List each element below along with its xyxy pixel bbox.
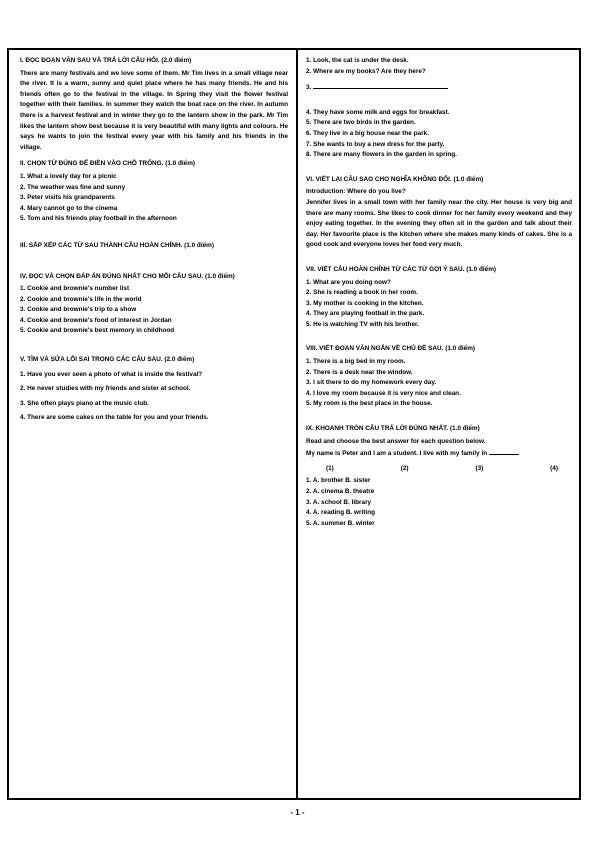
section-heading: VII. VIẾT CÂU HOÀN CHỈNH TỪ CÁC TỪ GỢI Ý SAU. (1.0 điểm) <box>306 265 497 273</box>
section-multiple-choice <box>20 272 288 338</box>
list-item: 1. What are you doing now? <box>306 278 391 286</box>
list-item: 5. He is watching TV with his brother. <box>306 320 419 328</box>
choice-label: (3) <box>475 464 484 472</box>
option-row: 4. A. reading B. writing <box>306 509 376 517</box>
right-column <box>306 56 572 535</box>
section-choose-word <box>20 159 288 225</box>
list-item: 2. She is reading a book in her room. <box>306 289 418 297</box>
fill-line-row <box>306 447 572 460</box>
section-reading <box>20 56 288 153</box>
section-circle-answer <box>306 424 572 529</box>
section-questions-top <box>306 56 572 94</box>
left-column <box>20 56 288 430</box>
section-heading: IV. ĐỌC VÀ CHỌN ĐÁP ÁN ĐÚNG NHẤT CHO MỖI CÂU SAU. (1.0 điểm) <box>20 272 235 280</box>
list-item: 3. My mother is cooking in the kitchen. <box>306 299 424 307</box>
list-item: 5. Cookie and brownie's best memory in childhood <box>20 327 175 335</box>
list-item: 3. Peter visits his grandparents <box>20 194 115 202</box>
list-item: 2. Cookie and brownie's life in the world <box>20 295 142 303</box>
choice-label: (4) <box>550 464 558 472</box>
instruction-text: Read and choose the best answer for each question below. <box>306 437 486 445</box>
section-heading: II. CHỌN TỪ ĐÚNG ĐỂ ĐIỀN VÀO CHỖ TRỐNG. (1.0 điểm) <box>20 160 196 168</box>
column-divider <box>296 48 298 800</box>
choice-label: (1) <box>326 464 334 472</box>
section-find-error <box>20 355 288 424</box>
section-heading: IX. KHOANH TRÒN CÂU TRẢ LỜI ĐÚNG NHẤT. (1.0 điểm) <box>306 425 480 433</box>
list-item: 3. She often plays piano at the music club. <box>20 399 149 407</box>
list-item: 6. They live in a big house near the park. <box>306 129 429 137</box>
page-number: - 1 - <box>290 808 305 817</box>
list-item: 4. They have some milk and eggs for breakfast. <box>306 108 450 116</box>
list-item: 4. There are some cakes on the table for you and your friends. <box>20 414 209 422</box>
choice-labels <box>306 464 572 475</box>
section-subheading: Introduction: Where do you live? <box>306 188 406 196</box>
choice-label: (2) <box>400 464 409 472</box>
list-item: 4. I love my room because it is very nice and clean. <box>306 389 461 397</box>
section-short-paragraph <box>306 344 572 410</box>
list-item: 1. Look, the cat is under the desk. <box>306 57 409 64</box>
list-item: 2. Where are my books? Are they here? <box>306 67 426 75</box>
list-item: 1. What a lovely day for a picnic <box>20 172 117 180</box>
rewrite-paragraph: Jennifer lives in a small town with her family near the city. Her house is very big and there are many rooms. She likes to cook dinner for her family every weekend and they enjoy eating together. In the evening they often sit in the garden and talk about their day. Her favourite place is the kitchen where she makes many kinds of cakes. She is a good cook and everyone loves her food very much. <box>306 198 572 249</box>
section-heading: I. ĐỌC ĐOẠN VĂN SAU VÀ TRẢ LỜI CÂU HỎI. (2.0 điểm) <box>20 57 192 64</box>
fill-line-text: My name is Peter and I am a student. I live with my family in <box>306 450 488 458</box>
list-item: 2. There is a desk near the window. <box>306 368 413 376</box>
section-heading: III. SẮP XẾP CÁC TỪ SAU THÀNH CÂU HOÀN CHỈNH. (1.0 điểm) <box>20 241 214 249</box>
answer-line-row <box>306 81 572 94</box>
reading-paragraph: There are many festivals and we love some of them. Mr Tim lives in a small village near the river. It is a warm, sunny and quiet place where he has many friends. He and his friends often go to the festival in the village. In Spring they visit the flower festival together with their families. In summer they watch the boat race on the river. In autumn there is a harvest festival and in winter they go to the lantern show in the park. Mr Tim likes the lantern show best because it is very beautiful with many lights and colours. He says he wants to join the festival every year with his family and his friends in the village. <box>20 69 288 151</box>
option-row: 3. A. school B. library <box>306 498 372 506</box>
list-item: 4. Mary cannot go to the cinema <box>20 204 118 212</box>
list-item: 5. My room is the best place in the house. <box>306 400 433 408</box>
list-item: 3. Cookie and brownie's trip to a show <box>20 306 137 314</box>
list-item: 2. He never studies with my friends and sister at school. <box>20 385 191 393</box>
section-sentences <box>306 108 572 161</box>
list-item: 2. The weather was fine and sunny <box>20 183 126 191</box>
list-item: 7. She wants to buy a new dress for the party. <box>306 140 445 148</box>
section-rewrite <box>306 175 572 251</box>
option-row: 2. A. cinema B. theatre <box>306 488 375 495</box>
list-item: 5. There are two birds in the garden. <box>306 119 416 127</box>
list-item: 8. There are many flowers in the garden in spring. <box>306 151 457 159</box>
section-complete-sentences <box>306 265 572 331</box>
answer-line <box>313 81 448 89</box>
list-item: 1. Cookie and brownie's number list <box>20 285 130 293</box>
answer-label: 3. <box>306 84 314 92</box>
list-item: 4. Cookie and brownie's food of interest in Jordan <box>20 316 172 324</box>
list-item: 4. They are playing football in the park. <box>306 310 425 318</box>
option-row: 5. A. summer B. winter <box>306 519 375 527</box>
list-item: 5. Tom and his friends play football in the afternoon <box>20 215 177 223</box>
option-row: 1. A. brother B. sister <box>306 477 371 485</box>
list-item: 3. I sit there to do my homework every day. <box>306 379 437 387</box>
section-heading: VI. VIẾT LẠI CÂU SAO CHO NGHĨA KHÔNG ĐỔI. (1.0 điểm) <box>306 175 484 183</box>
section-arrange <box>20 241 288 252</box>
list-item: 1. There is a big bed in my room. <box>306 358 406 366</box>
section-heading: V. TÌM VÀ SỬA LỖI SAI TRONG CÁC CÂU SAU. (2.0 điểm) <box>20 356 195 364</box>
blank-line <box>489 447 519 455</box>
section-heading: VIII. VIẾT ĐOẠN VĂN NGẮN VỀ CHỦ ĐỀ SAU. (1.0 điểm) <box>306 345 476 353</box>
list-item: 1. Have you ever seen a photo of what is inside the festival? <box>20 370 203 378</box>
